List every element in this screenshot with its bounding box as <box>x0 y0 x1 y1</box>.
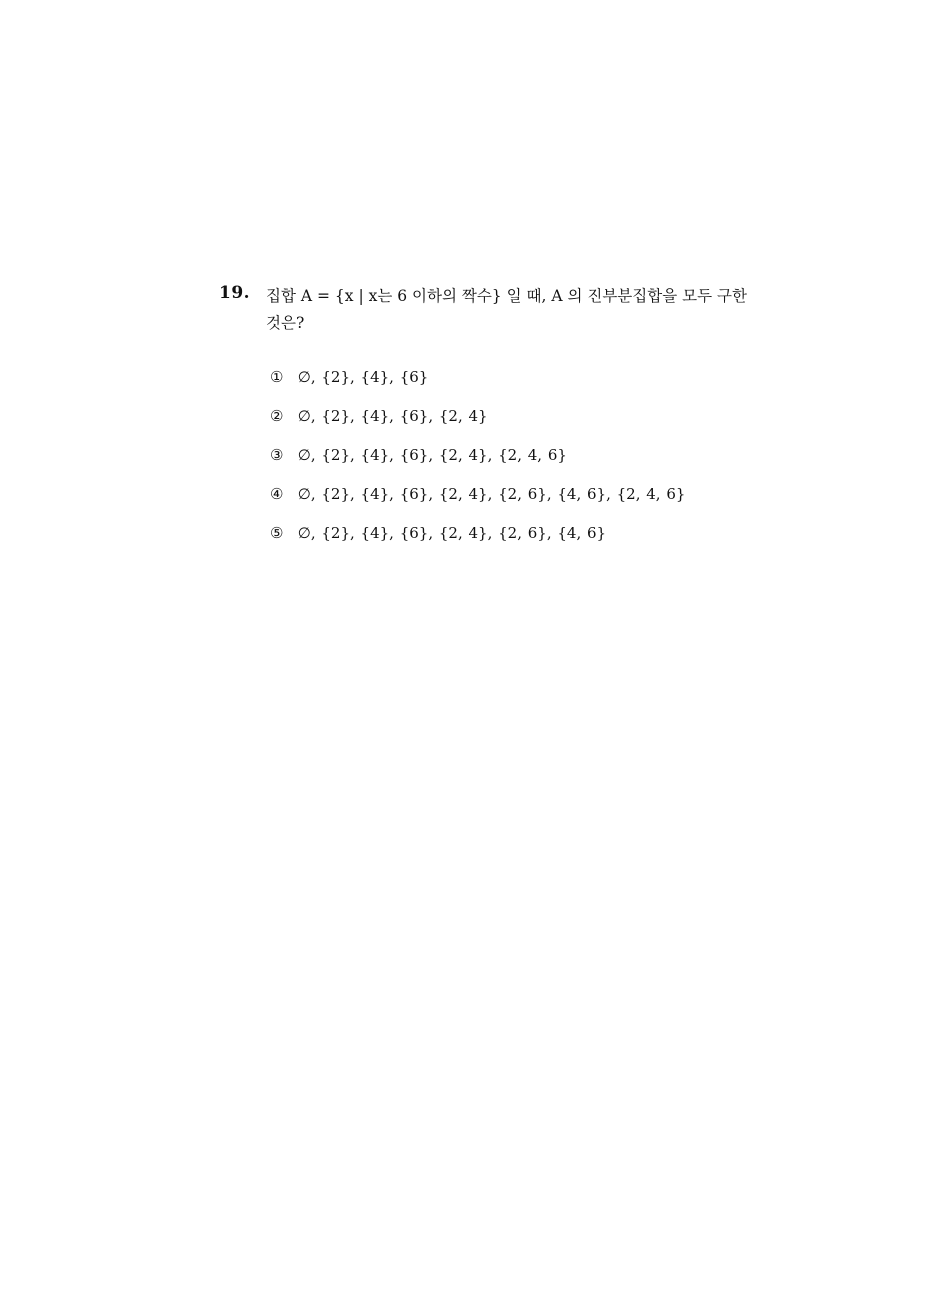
choice-marker: ④ <box>270 485 284 503</box>
choice-text: ∅, {2}, {4}, {6} <box>297 368 429 386</box>
choice-1[interactable] <box>270 366 685 405</box>
choice-5[interactable] <box>270 522 685 561</box>
question-text: 집합 A = {x | x는 6 이하의 짝수} 일 때, A 의 진부분집합을 모두 구한 것은? <box>266 287 747 332</box>
choice-2[interactable] <box>270 405 685 444</box>
choice-3[interactable] <box>270 444 685 483</box>
choice-text: ∅, {2}, {4}, {6}, {2, 4}, {2, 4, 6} <box>297 446 567 464</box>
choice-text: ∅, {2}, {4}, {6}, {2, 4}, {2, 6}, {4, 6} <box>297 524 607 542</box>
answer-choices <box>270 366 685 561</box>
choice-marker: ③ <box>270 446 284 464</box>
choice-text: ∅, {2}, {4}, {6}, {2, 4}, {2, 6}, {4, 6}, {2, 4, 6} <box>297 485 686 503</box>
choice-marker: ⑤ <box>270 524 284 542</box>
choice-marker: ② <box>270 407 284 425</box>
choice-marker: ① <box>270 368 284 386</box>
question-number: 19. <box>219 283 251 303</box>
choice-4[interactable] <box>270 483 685 522</box>
choice-text: ∅, {2}, {4}, {6}, {2, 4} <box>297 407 488 425</box>
